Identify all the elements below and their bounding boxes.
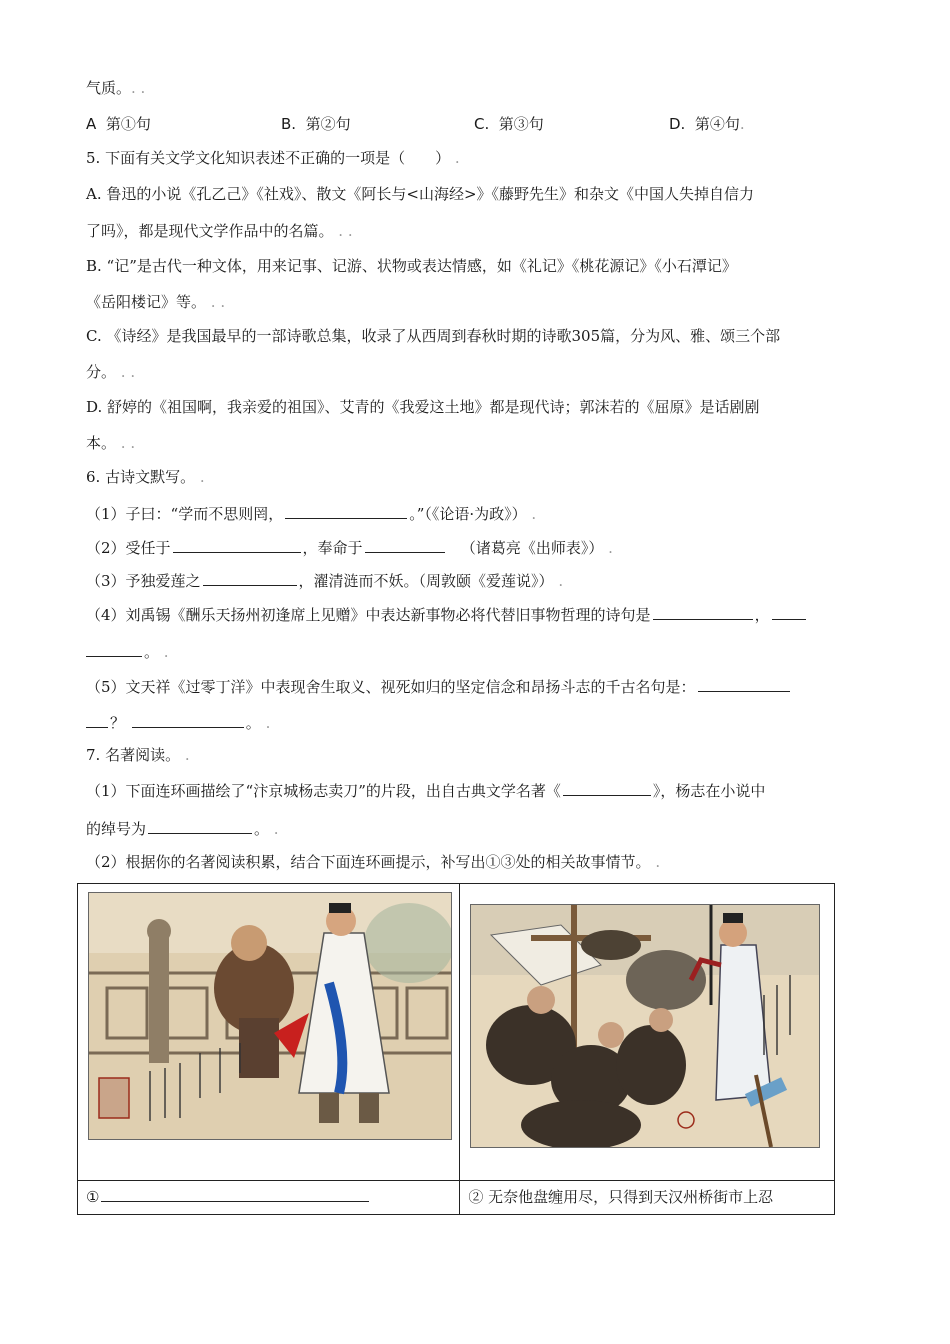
q6-blank-3[interactable] — [203, 570, 297, 586]
comic-panel-2-image — [470, 904, 820, 1148]
q7-part-1-cont: 的绰号为 。 . — [86, 820, 279, 838]
q6-stem: 6. 古诗文默写。 . — [86, 468, 205, 486]
q6-blank-5a[interactable] — [698, 676, 790, 692]
q5-option-d-cont: 本。 . . — [86, 434, 136, 452]
q4-option-d[interactable]: D. 第④句. — [669, 115, 745, 133]
q6-item-3: （3）予独爱莲之 ，濯清涟而不妖。（周敦颐《爱莲说》） . — [86, 572, 564, 590]
q6-item-4: （4）刘禹锡《酬乐天扬州初逢席上见赠》中表达新事物必将代替旧事物哲理的诗句是 ， — [86, 604, 808, 625]
q6-blank-1[interactable] — [285, 503, 407, 519]
panel-1-blank[interactable] — [101, 1186, 369, 1202]
q5-option-c[interactable]: C. 《诗经》是我国最早的一部诗歌总集，收录了从西周到春秋时期的诗歌305篇，分为风、雅、颂三个部 — [86, 327, 781, 345]
q6-blank-5b[interactable] — [86, 712, 108, 728]
q7-blank-nickname[interactable] — [148, 818, 252, 834]
q5-option-a[interactable]: A. 鲁迅的小说《孔乙己》《社戏》、散文《阿长与<山海经>》《藤野先生》和杂文《中国人失掉自信力 — [86, 185, 755, 203]
q6-blank-4b[interactable] — [772, 604, 806, 620]
q6-item-5: （5）文天祥《过零丁洋》中表现舍生取义、视死如归的坚定信念和昂扬斗志的千古名句是： — [86, 676, 792, 697]
q5-option-b[interactable]: B. “记”是古代一种文体，用来记事、记游、状物或表达情感，如《礼记》《桃花源记》《小石潭记》 — [86, 257, 737, 275]
q6-item-5-cont: ？ 。 . — [86, 712, 270, 733]
q7-part-2: （2）根据你的名著阅读积累，结合下面连环画提示，补写出①③处的相关故事情节。 . — [86, 853, 661, 871]
q4-option-a[interactable]: A 第①句 — [86, 115, 151, 133]
q4-option-c[interactable]: C. 第③句 — [474, 115, 544, 133]
q7-part-1: （1）下面连环画描绘了“汴京城杨志卖刀”的片段，出自古典文学名著《 》，杨志在小说中 — [86, 782, 766, 800]
q4-option-b[interactable]: B. 第②句 — [281, 115, 351, 133]
q5-option-b-cont: 《岳阳楼记》等。 . . — [86, 293, 226, 311]
q6-blank-2a[interactable] — [173, 537, 301, 553]
q5-option-a-cont: 了吗》，都是现代文学作品中的名篇。 . . — [86, 222, 353, 240]
q7-blank-book[interactable] — [563, 780, 651, 796]
q7-stem: 7. 名著阅读。 . — [86, 746, 190, 764]
q6-blank-4c[interactable] — [86, 641, 142, 657]
q4-tail: 气质。. . — [86, 79, 146, 97]
panel-2-caption: ② 无奈他盘缠用尽，只得到天汉州桥街市上忍 — [468, 1188, 774, 1206]
comic-panel-1-image — [88, 892, 452, 1140]
q6-blank-5c[interactable] — [132, 712, 244, 728]
q5-option-c-cont: 分。 . . — [86, 363, 136, 381]
q6-blank-4a[interactable] — [653, 604, 753, 620]
comic-table — [77, 883, 835, 1215]
q6-item-1: （1）子曰：“学而不思则罔， 。”（《论语·为政》） . — [86, 505, 537, 523]
q5-stem: 5. 下面有关文学文化知识表述不正确的一项是（ ） . — [86, 149, 460, 167]
panel-1-caption: ① — [78, 1181, 459, 1214]
q6-item-2: （2）受任于 ，奉命于 （诸葛亮《出师表》） . — [86, 539, 613, 557]
q6-blank-2b[interactable] — [365, 537, 445, 553]
q5-option-d[interactable]: D. 舒婷的《祖国啊，我亲爱的祖国》、艾青的《我爱这土地》都是现代诗；郭沫若的《屈原》是话剧剧 — [86, 398, 760, 416]
q6-item-4-cont: 。 . — [86, 641, 169, 662]
